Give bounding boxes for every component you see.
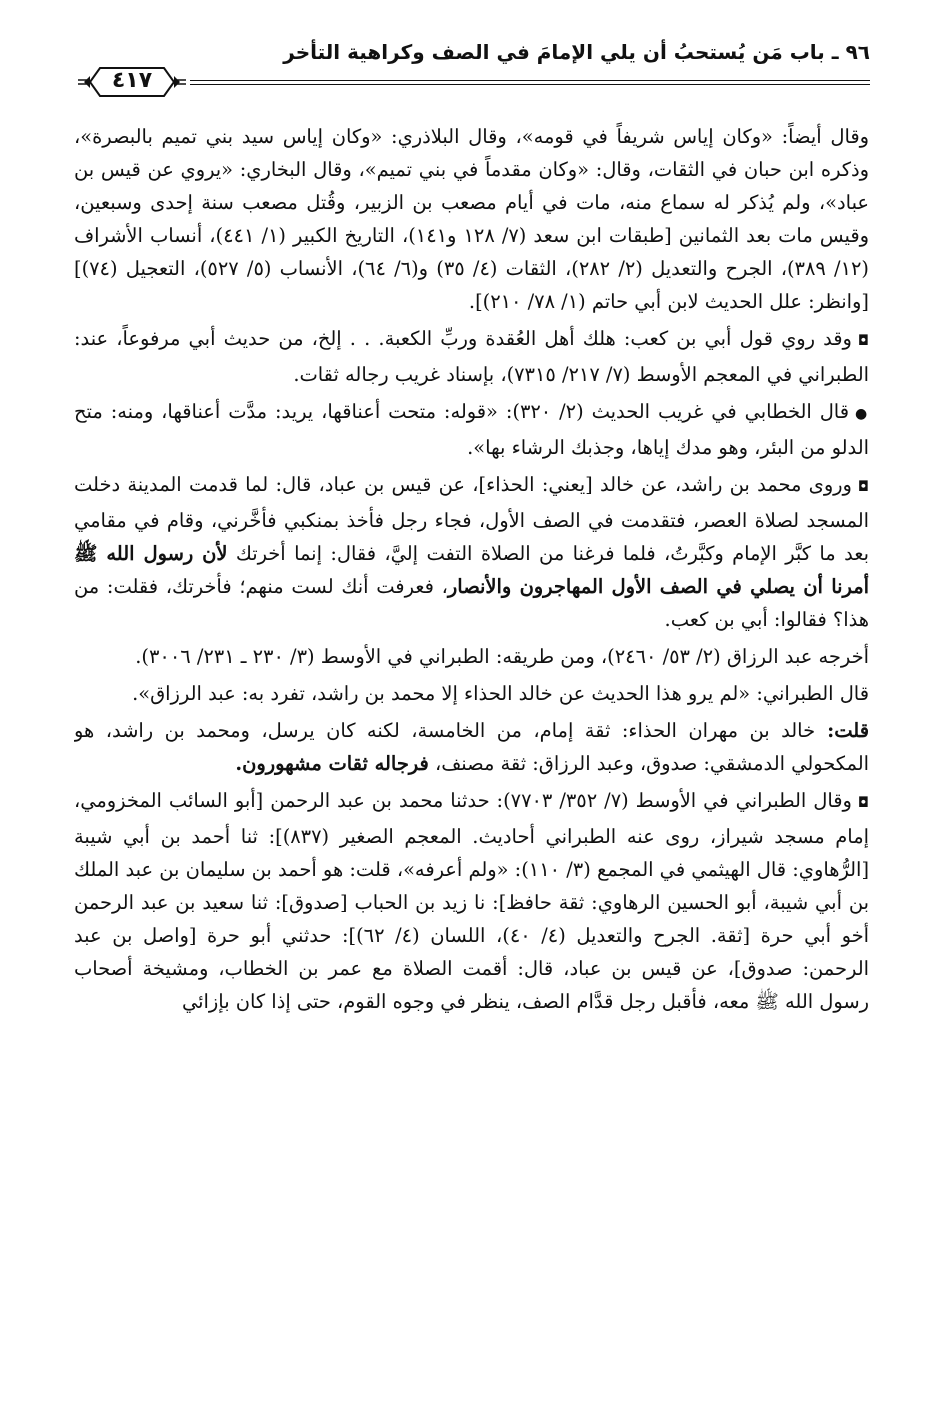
text-segment: قال الخطابي في غريب الحديث (٢/ ٣٢٠): «قوله: متحت أعناقها، يريد: مدَّت أعناقها، ومنه: متح الدلو من البئر، وهو مدك إياها، وجذبك الرشاء بها». xyxy=(74,400,869,459)
paragraph-bullet-icon: ◘ xyxy=(857,479,869,495)
paragraph-bullet-icon: ● xyxy=(854,406,869,422)
paragraph xyxy=(74,640,869,673)
page-body xyxy=(74,120,869,1390)
paragraph xyxy=(74,714,869,780)
text-segment: ، فعرفت أنك لست منهم؛ فأخرتك، فقلت: من هذا؟ فقالوا: أبي بن كعب. xyxy=(74,575,869,631)
paragraph xyxy=(74,395,869,464)
bold-text: فرجاله ثقات مشهورون. xyxy=(235,752,429,775)
paragraph xyxy=(74,468,869,636)
header-rule-inner xyxy=(190,84,870,85)
paragraph-bullet-icon: ◘ xyxy=(857,333,869,349)
chapter-title: ٩٦ ـ باب مَن يُستحبُ أن يلي الإمامَ في الصف وكراهية التأخر xyxy=(283,40,870,64)
bold-text: لأن رسول الله ﷺ أمرنا أن يصلي في الصف الأول المهاجرون والأنصار xyxy=(74,542,869,598)
page-header xyxy=(72,36,870,100)
paragraph xyxy=(74,677,869,710)
text-segment: وقال أيضاً: «وكان إياس شريفاً في قومه»، وقال البلاذري: «وكان إياس سيد بني تميم بالبصرة»، وذكره ابن حبان في الثقات، وقال: «وكان مقدماً في بني تميم»، وقال البخاري: «يروي عن قيس بن عباد»، ولم يُذكر له سماع منه، مات في أيام مصعب بن الزبير، وقُتل مصعب سنة إحدى وسبعين، وقيس مات بعد الثمانين [طبقات ابن سعد (٧/ ١٢٨ و١٤١)، التاريخ الكبير (١/ ٤٤١)، أنساب الأشراف (١٢/ ٣٨٩)، الجرح والتعديل (٢/ ٢٨٢)، الثقات (٤/ ٣٥) و(٦/ ٦٤)، الأنساب (٥/ ٥٢٧)، التعجيل (٧٤)] [وانظر: علل الحديث لابن أبي حاتم (١/ ٧٨/ ٢١٠)]. xyxy=(74,125,869,313)
paragraph xyxy=(74,120,869,318)
paragraph xyxy=(74,322,869,391)
bold-text: قلت: xyxy=(815,719,869,742)
text-segment: خالد بن مهران الحذاء: ثقة إمام، من الخامسة، لكنه كان يرسل، ومحمد بن راشد، هو المكحولي الدمشقي: صدوق، وعبد الرزاق: ثقة مصنف، xyxy=(74,719,869,775)
page-number-frame xyxy=(76,64,188,100)
text-segment: أخرجه عبد الرزاق (٢/ ٥٣/ ٢٤٦٠)، ومن طريقه: الطبراني في الأوسط (٣/ ٢٣٠ ـ ٢٣١/ ٣٠٠٦). xyxy=(135,645,869,668)
paragraph-bullet-icon: ◘ xyxy=(857,795,869,811)
paragraph xyxy=(74,784,869,1018)
header-rule xyxy=(190,80,870,81)
text-segment: وقال الطبراني في الأوسط (٧/ ٣٥٢/ ٧٧٠٣): حدثنا محمد بن عبد الرحمن [أبو السائب المخزومي، إمام مسجد شيراز، روى عنه الطبراني أحاديث. المعجم الصغير (٨٣٧)]: ثنا أحمد بن أبي شيبة [الرُّهاوي: قال الهيثمي في المجمع (٣/ ١١٠): «ولم أعرفه»، قلت: هو أحمد بن سليمان بن عبد الملك بن أبي شيبة، أبو الحسين الرهاوي: ثقة حافظ]: نا زيد بن الحباب [صدوق]: ثنا سعيد بن عبد الرحمن أخو أبي حرة [ثقة. الجرح والتعديل (٤/ ٤٠)، اللسان (٤/ ٦٢)]: حدثني أبو حرة [واصل بن عبد الرحمن: صدوق]، عن قيس بن عباد، قال: أقمت الصلاة مع عمر بن الخطاب، ومشيخة أصحاب رسول الله ﷺ معه، فأقبل رجل قدَّام الصف، ينظر في وجوه القوم، حتى إذا كان بإزائي xyxy=(74,789,869,1013)
page-number: ٤١٧ xyxy=(111,68,153,93)
text-segment: وقد روي قول أبي بن كعب: هلك أهل العُقدة وربِّ الكعبة. . . إلخ، من حديث أبي مرفوعاً، عند: الطبراني في المعجم الأوسط (٧/ ٢١٧/ ٧٣١٥)، بإسناد غريب رجاله ثقات. xyxy=(74,327,869,386)
text-segment: وروى محمد بن راشد، عن خالد [يعني: الحذاء]، عن قيس بن عباد، قال: لما قدمت المدينة دخلت المسجد لصلاة العصر، فتقدمت في الصف الأول، فجاء رجل فأخذ بمنكبي فأخَّرني، وقام في مقامي بعد ما كبَّر الإمام وكبَّرتُ، فلما فرغنا من الصلاة التفت إليَّ، فقال: إنما أخرتك xyxy=(74,473,869,565)
text-segment: قال الطبراني: «لم يرو هذا الحديث عن خالد الحذاء إلا محمد بن راشد، تفرد به: عبد الرزاق». xyxy=(132,682,869,705)
